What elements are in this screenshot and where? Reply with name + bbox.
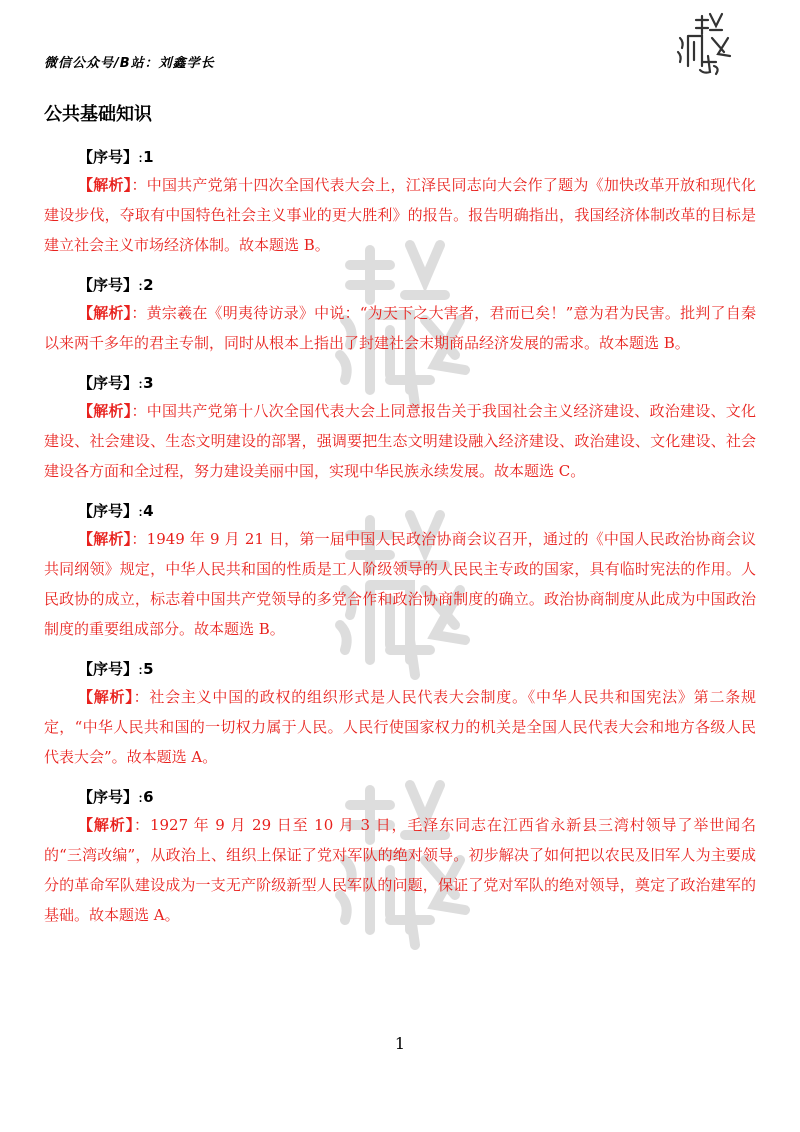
analysis-text: 1927 年 9 月 29 日至 10 月 3 日，毛泽东同志在江西省永新县三湾村领导了举世闻名的“三湾改编”，从政治上、组织上保证了党对军队的绝对领导。初步解决了如何把以农民及旧军人为主要成分的革命军队建设成为一支无产阶级新型人民军队的问题，保证了党对军队的绝对领导，奠定了政治建军的基础。故本题选 A。	[44, 816, 756, 924]
analysis-label: 【解析】	[78, 816, 135, 834]
logo	[672, 8, 742, 78]
question-number: 【序号】:2	[78, 276, 154, 294]
number-value: 2	[143, 276, 154, 294]
logo-icon	[672, 8, 742, 78]
list-item	[44, 272, 756, 358]
analysis-paragraph: 【解析】：中国共产党第十八次全国代表大会上同意报告关于我国社会主义经济建设、政治建设、文化建设、社会建设、生态文明建设的部署，强调要把生态文明建设融入经济建设、政治建设、文化建设、社会建设各方面和全过程，努力建设美丽中国，实现中华民族永续发展。故本题选 C。	[44, 402, 756, 480]
analysis-paragraph: 【解析】：1927 年 9 月 29 日至 10 月 3 日，毛泽东同志在江西省永新县三湾村领导了举世闻名的“三湾改编”，从政治上、组织上保证了党对军队的绝对领导。初步解决了如何把以农民及旧军人为主要成分的革命军队建设成为一支无产阶级新型人民军队的问题，保证了党对军队的绝对领导，奠定了政治建军的基础。故本题选 A。	[44, 816, 756, 924]
analysis-label: 【解析】	[78, 304, 132, 322]
number-value: 3	[143, 374, 154, 392]
analysis-label: 【解析】	[78, 176, 132, 194]
number-value: 1	[143, 148, 154, 166]
number-value: 5	[143, 660, 154, 678]
question-number: 【序号】:1	[78, 148, 154, 166]
question-number: 【序号】:4	[78, 502, 154, 520]
analysis-label: 【解析】	[78, 688, 134, 706]
list-item	[44, 656, 756, 772]
number-value: 6	[143, 788, 154, 806]
analysis-text: 中国共产党第十四次全国代表大会上，江泽民同志向大会作了题为《加快改革开放和现代化建设步伐，夺取有中国特色社会主义事业的更大胜利》的报告。报告明确指出，我国经济体制改革的目标是建立社会主义市场经济体制。故本题选 B。	[44, 176, 756, 254]
section-title: 公共基础知识	[44, 104, 152, 125]
analysis-paragraph: 【解析】：中国共产党第十四次全国代表大会上，江泽民同志向大会作了题为《加快改革开放和现代化建设步伐，夺取有中国特色社会主义事业的更大胜利》的报告。报告明确指出，我国经济体制改革的目标是建立社会主义市场经济体制。故本题选 B。	[44, 176, 756, 254]
analysis-paragraph: 【解析】：1949 年 9 月 21 日，第一届中国人民政治协商会议召开，通过的《中国人民政治协商会议共同纲领》规定，中华人民共和国的性质是工人阶级领导的人民民主专政的国家，具有临时宪法的作用。人民政协的成立，标志着中国共产党领导的多党合作和政治协商制度的确立。政治协商制度从此成为中国政治制度的重要组成部分。故本题选 B。	[44, 530, 756, 638]
question-number: 【序号】:6	[78, 788, 154, 806]
number-label: 【序号】	[78, 276, 139, 294]
list-item	[44, 784, 756, 930]
question-number: 【序号】:3	[78, 374, 154, 392]
analysis-paragraph: 【解析】：黄宗羲在《明夷待访录》中说：“为天下之大害者，君而已矣！”意为君为民害。批判了自秦以来两千多年的君主专制，同时从根本上指出了封建社会末期商品经济发展的需求。故本题选 B。	[44, 304, 756, 352]
number-label: 【序号】	[78, 502, 139, 520]
number-label: 【序号】	[78, 788, 139, 806]
list-item	[44, 144, 756, 260]
question-number: 【序号】:5	[78, 660, 154, 678]
number-label: 【序号】	[78, 374, 139, 392]
list-item	[44, 498, 756, 644]
analysis-paragraph: 【解析】：社会主义中国的政权的组织形式是人民代表大会制度。《中华人民共和国宪法》第二条规定，“中华人民共和国的一切权力属于人民。人民行使国家权力的机关是全国人民代表大会和地方各级人民代表大会”。故本题选 A。	[44, 688, 756, 766]
question-list	[44, 144, 756, 942]
number-value: 4	[143, 502, 154, 520]
header-text: 微信公众号/B站：刘鑫学长	[44, 56, 215, 71]
analysis-label: 【解析】	[78, 530, 132, 548]
page-number: 1	[394, 1034, 406, 1053]
analysis-text: 中国共产党第十八次全国代表大会上同意报告关于我国社会主义经济建设、政治建设、文化建设、社会建设、生态文明建设的部署，强调要把生态文明建设融入经济建设、政治建设、文化建设、社会建设各方面和全过程，努力建设美丽中国，实现中华民族永续发展。故本题选 C。	[44, 402, 756, 480]
number-label: 【序号】	[78, 148, 139, 166]
analysis-text: 社会主义中国的政权的组织形式是人民代表大会制度。《中华人民共和国宪法》第二条规定，“中华人民共和国的一切权力属于人民。人民行使国家权力的机关是全国人民代表大会和地方各级人民代表大会”。故本题选 A。	[44, 688, 756, 766]
number-label: 【序号】	[78, 660, 139, 678]
analysis-text: 1949 年 9 月 21 日，第一届中国人民政治协商会议召开，通过的《中国人民政治协商会议共同纲领》规定，中华人民共和国的性质是工人阶级领导的人民民主专政的国家，具有临时宪法的作用。人民政协的成立，标志着中国共产党领导的多党合作和政治协商制度的确立。政治协商制度从此成为中国政治制度的重要组成部分。故本题选 B。	[44, 530, 756, 638]
analysis-label: 【解析】	[78, 402, 132, 420]
analysis-text: 黄宗羲在《明夷待访录》中说：“为天下之大害者，君而已矣！”意为君为民害。批判了自秦以来两千多年的君主专制，同时从根本上指出了封建社会末期商品经济发展的需求。故本题选 B。	[44, 304, 756, 352]
list-item	[44, 370, 756, 486]
